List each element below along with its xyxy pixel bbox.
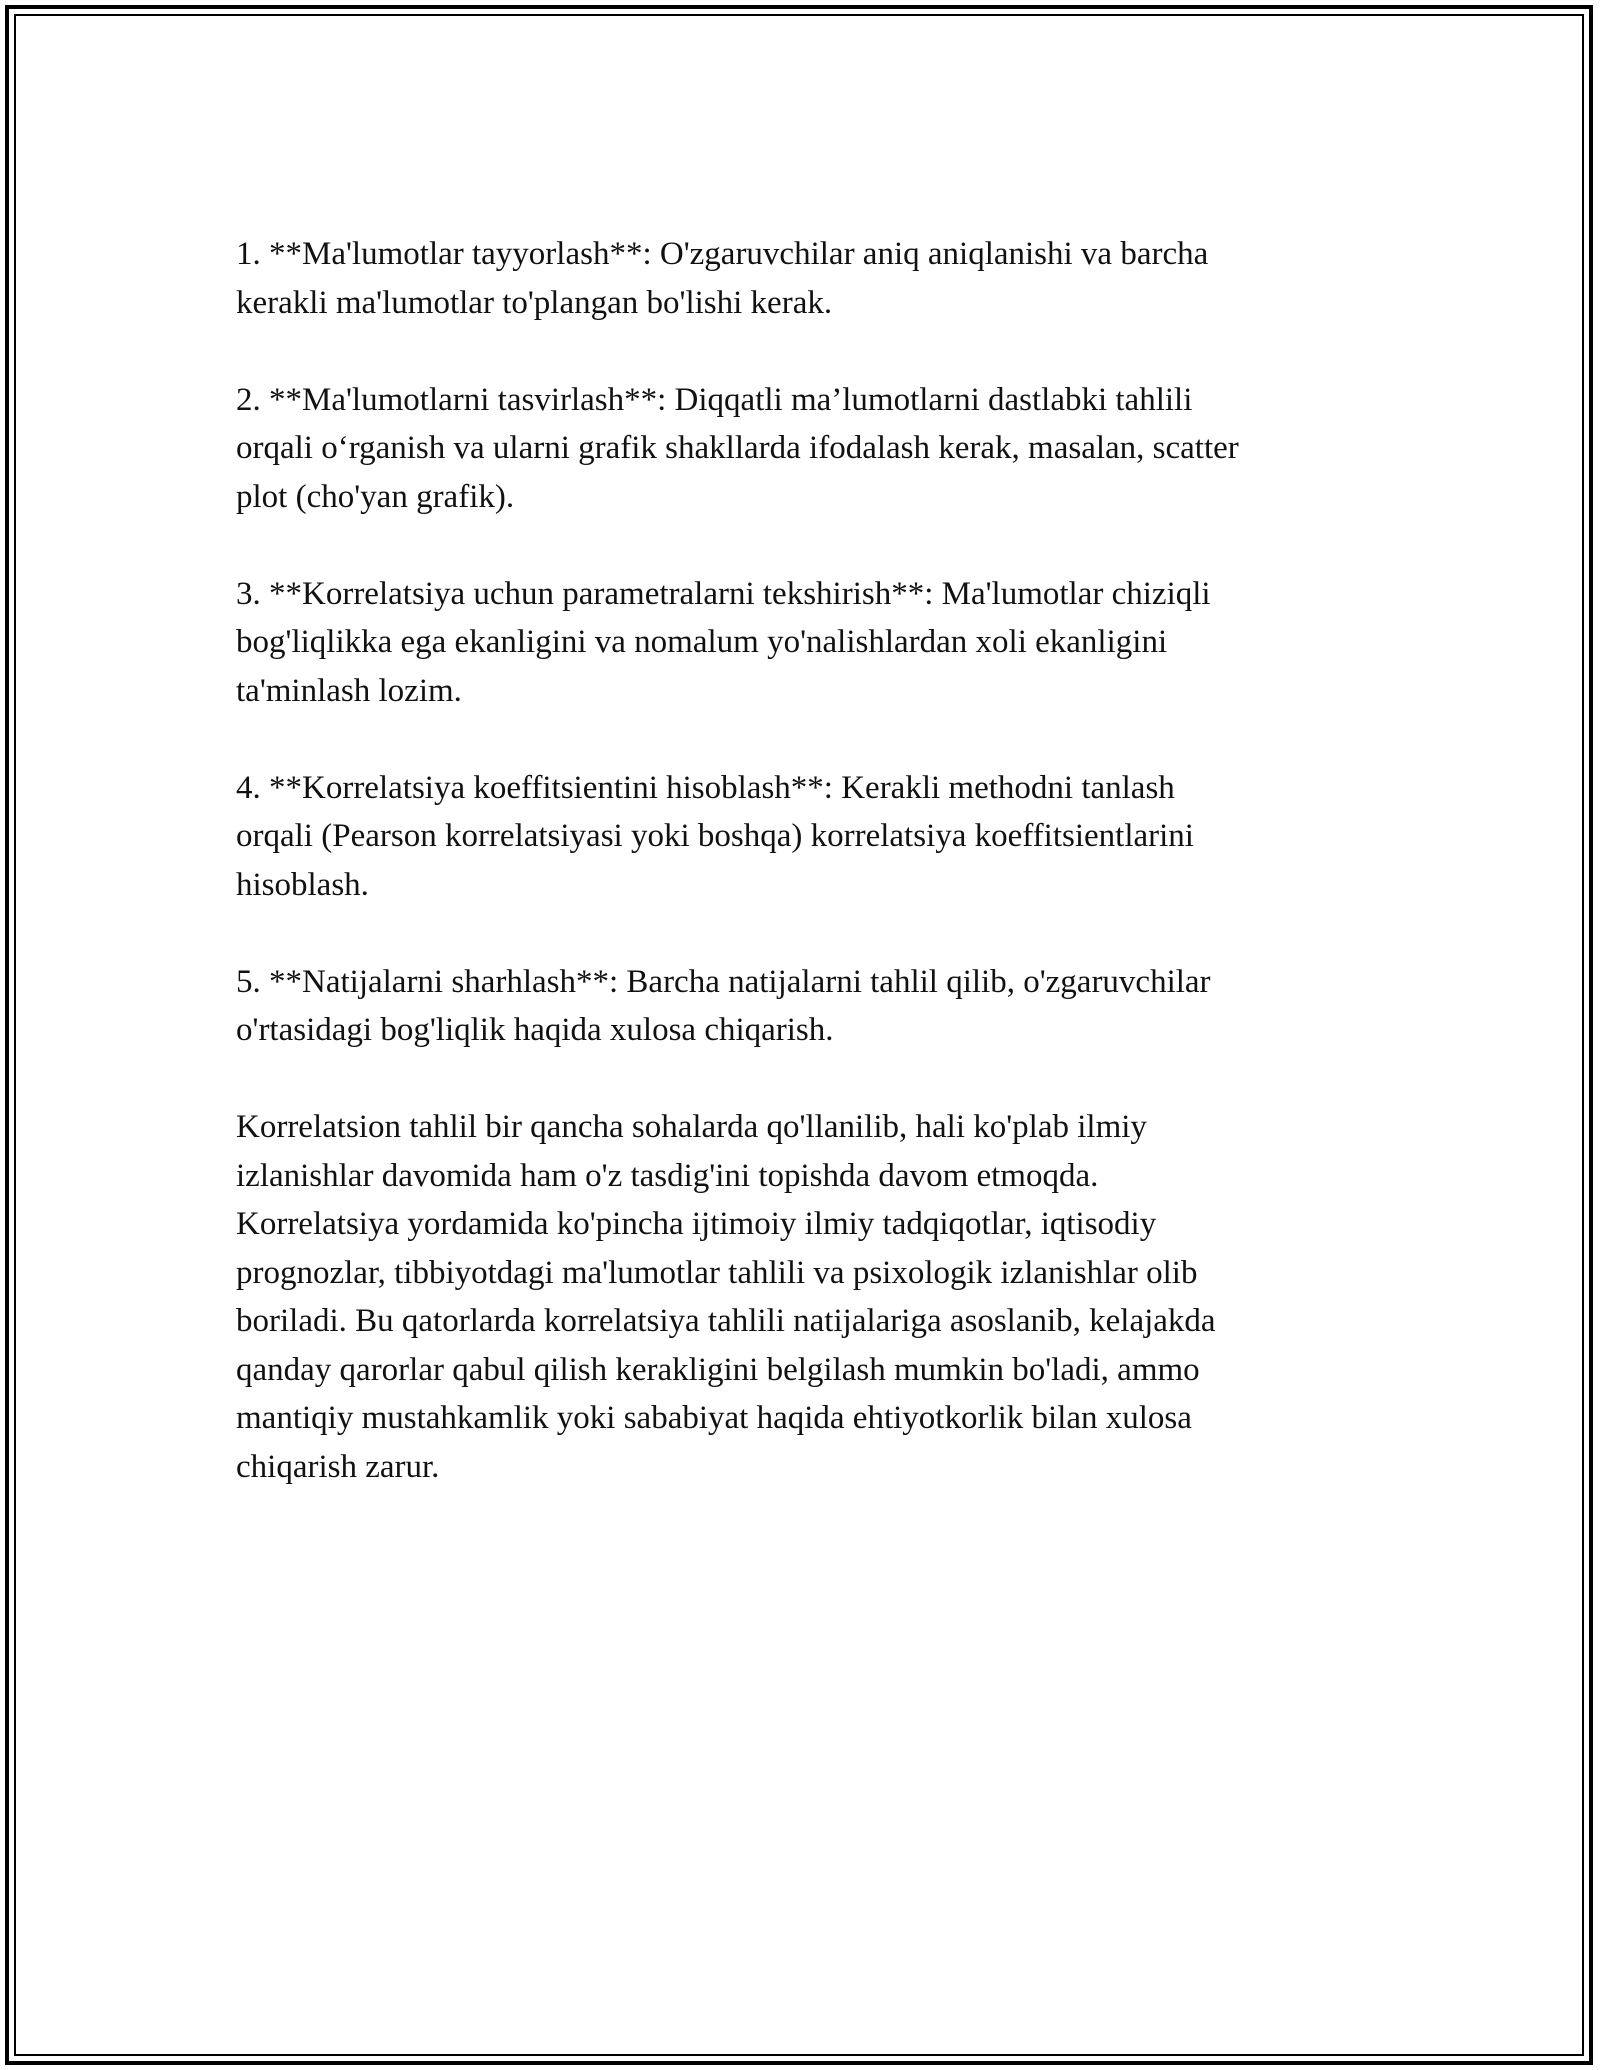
list-item-data-visualization: 2. **Ma'lumotlarni tasvirlash**: Diqqatli ma’lumotlarni dastlabki tahlili orqali o‘rganish va ularni grafik shakllarda ifodalash kerak, masalan, scatter plot (cho'yan grafik).: [236, 381, 1239, 515]
document-body: [236, 230, 1406, 1491]
list-item-results-interpretation: 5. **Natijalarni sharhlash**: Barcha natijalarni tahlil qilib, o'zgaruvchilar o'rtasidagi bog'liqlik haqida xulosa chiqarish.: [236, 963, 1211, 1048]
conclusion-paragraph: Korrelatsion tahlil bir qancha sohalarda qo'llanilib, hali ko'plab ilmiy izlanishlar davomida ham o'z tasdig'ini topishda davom etmoqda. Korrelatsiya yordamida ko'pincha ijtimoiy ilmiy tadqiqotlar, iqtisodiy prognozlar, tibbiyotdagi ma'lumotlar tahlili va psixologik izlanishlar olib boriladi. Bu qatorlarda korrelatsiya tahlili natijalariga asoslanib, kelajakda qanday qarorlar qabul qilish kerakligini belgilash mumkin bo'ladi, ammo mantiqiy mustahkamlik yoki sababiyat haqida ehtiyotkorlik bilan xulosa chiqarish zarur.: [236, 1109, 1216, 1485]
list-item-coefficient-calculation: 4. **Korrelatsiya koeffitsientini hisoblash**: Kerakli methodni tanlash orqali (Pearson korrelatsiyasi yoki boshqa) korrelatsiya koeffitsientlarini hisoblash.: [236, 769, 1194, 903]
list-item-data-preparation: 1. **Ma'lumotlar tayyorlash**: O'zgaruvchilar aniq aniqlanishi va barcha kerakli ma'lumotlar to'plangan bo'lishi kerak.: [236, 236, 1209, 321]
list-item-parameter-check: 3. **Korrelatsiya uchun parametralarni tekshirish**: Ma'lumotlar chiziqli bog'liqlikka ega ekanligini va nomalum yo'nalishlardan xoli ekanligini ta'minlash lozim.: [236, 575, 1211, 709]
